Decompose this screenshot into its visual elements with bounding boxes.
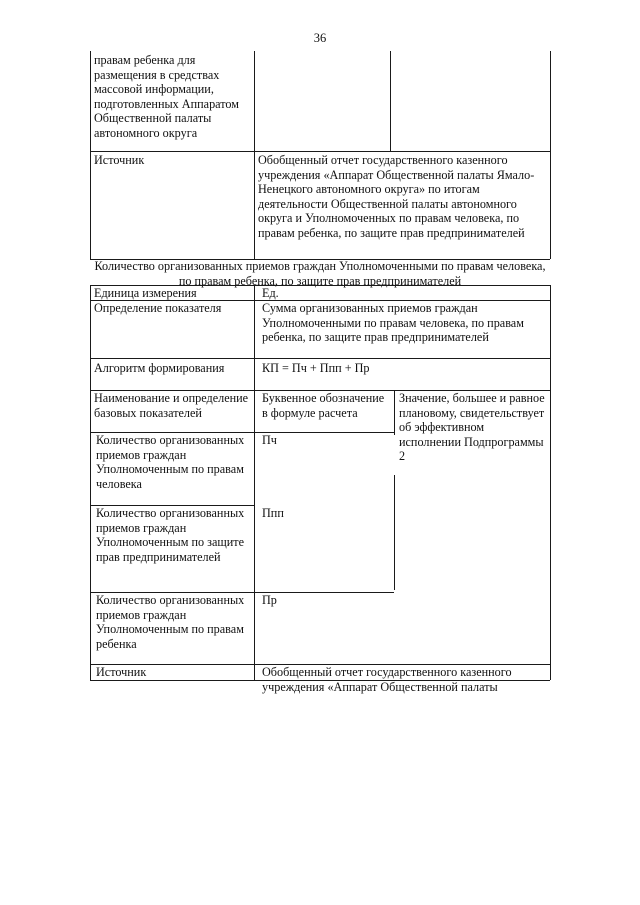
base-note: Значение, большее и равное плановому, свидетельствует об эффективном исполнении Подпрограммы 2 bbox=[399, 391, 545, 464]
algorithm-formula: КП = Пч + Ппп + Пр bbox=[262, 361, 370, 375]
unit-value: Ед. bbox=[262, 286, 279, 300]
left-cell-continuation: правам ребенка для размещения в средствах массовой информации, подготовленных Аппаратом Общественной палаты автономного округа bbox=[94, 53, 239, 140]
base-item-name: Количество организованных приемов граждан Уполномоченным по защите прав предпринимателей bbox=[96, 506, 245, 564]
base-item-name: Количество организованных приемов граждан Уполномоченным по правам человека bbox=[96, 433, 245, 491]
source-value: Обобщенный отчет государственного казенного учреждения «Аппарат Общественной палаты Ямало-Ненецкого автономного округа» по итогам деятельности Общественной палаты автономного округа и Уполномоченных по правам человека, по правам ребенка, по защите прав предпринимателей bbox=[258, 153, 535, 240]
base-header-name: Наименование и определение базовых показателей bbox=[94, 391, 249, 420]
indicator-title: Количество организованных приемов граждан Уполномоченными по правам человека, по правам ребенка, по защите прав предпринимателей bbox=[94, 259, 546, 288]
unit-label: Единица измерения bbox=[94, 286, 197, 300]
final-source-value: Обобщенный отчет государственного казенного учреждения «Аппарат Общественной палаты bbox=[262, 665, 512, 694]
final-source-label: Источник bbox=[96, 665, 147, 679]
definition-label: Определение показателя bbox=[94, 301, 222, 315]
page-number: 36 bbox=[313, 31, 327, 45]
definition-value: Сумма организованных приемов граждан Уполномоченными по правам человека, по правам ребенка, по защите прав предпринимателей bbox=[262, 301, 524, 345]
algorithm-label: Алгоритм формирования bbox=[94, 361, 225, 375]
base-item-symbol: Ппп bbox=[262, 506, 284, 520]
base-item-name: Количество организованных приемов граждан Уполномоченным по правам ребенка bbox=[96, 593, 245, 651]
base-header-symbol: Буквенное обозначение в формуле расчета bbox=[262, 391, 385, 420]
source-label: Источник bbox=[94, 153, 145, 167]
base-item-symbol: Пч bbox=[262, 433, 277, 447]
base-item-symbol: Пр bbox=[262, 593, 277, 607]
